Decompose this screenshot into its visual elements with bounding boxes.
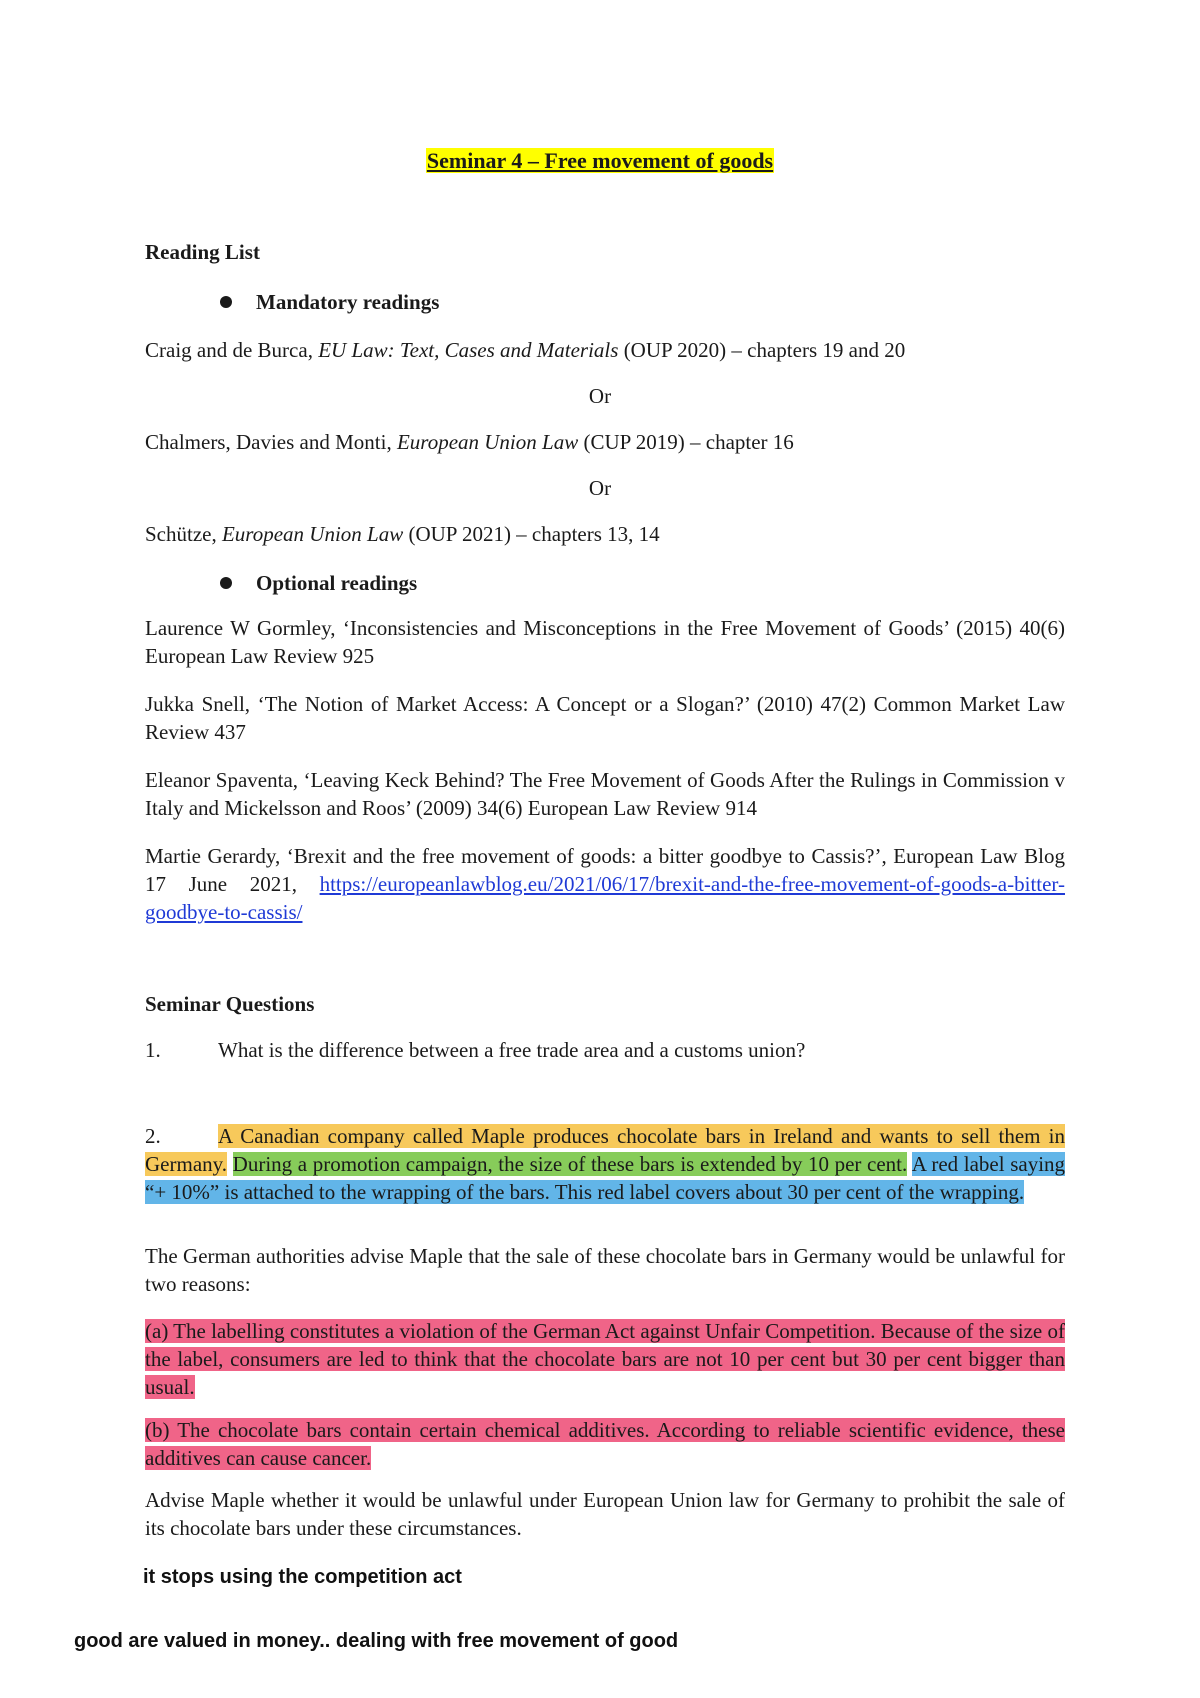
highlight-orange: A Canadian company called Maple produces chocolate bars in Ireland and wants to sell them in Germany. <box>145 1124 1065 1176</box>
handwritten-note-2: good are valued in money.. dealing with free movement of good <box>74 1630 679 1652</box>
optional-heading: Optional readings <box>256 571 418 595</box>
reading-authors: Chalmers, Davies and Monti, <box>145 430 397 454</box>
question-2-task: Advise Maple whether it would be unlawful under European Union law for Germany to prohibit the sale of its chocolate bars under these circumstances. <box>145 1488 1065 1540</box>
reading-authors: Schütze, <box>145 522 222 546</box>
question-2-reason-b <box>145 1416 1065 1472</box>
reading-details: (OUP 2020) – chapters 19 and 20 <box>618 338 906 362</box>
reading-list-heading: Reading List <box>145 240 260 264</box>
title-text: Seminar 4 – Free movement of goods <box>426 148 774 173</box>
highlight-blue: A red label saying “+ 10%” is attached to the wrapping of the bars. This red label covers about 30 per cent of the wrapping. <box>145 1152 1066 1204</box>
optional-reading-3: Eleanor Spaventa, ‘Leaving Keck Behind? The Free Movement of Goods After the Rulings in Commission v Italy and Mickelsson and Roos’ (2009) 34(6) European Law Review 914 <box>145 768 1065 820</box>
mandatory-reading-2 <box>145 428 1065 456</box>
highlight-green: During a promotion campaign, the size of these bars is extended by 10 per cent. <box>232 1152 908 1176</box>
or-separator: Or <box>588 476 612 500</box>
bullet-icon <box>220 296 232 308</box>
question-2-reason-a <box>145 1317 1065 1401</box>
reading-title: EU Law: Text, Cases and Materials <box>318 338 619 362</box>
reading-authors: Craig and de Burca, <box>145 338 319 362</box>
seminar-questions-heading: Seminar Questions <box>145 992 315 1016</box>
question-2 <box>145 1122 1065 1206</box>
question-text: What is the difference between a free trade area and a customs union? <box>218 1038 806 1062</box>
bullet-icon <box>220 577 232 589</box>
reading-details: (CUP 2019) – chapter 16 <box>578 430 794 454</box>
or-separator: Or <box>588 384 612 408</box>
question-1 <box>145 1036 1065 1064</box>
question-2-context: The German authorities advise Maple that the sale of these chocolate bars in Germany would be unlawful for two reasons: <box>145 1244 1065 1296</box>
reading-title: European Union Law <box>396 430 579 454</box>
blog-link[interactable]: https://europeanlawblog.eu/2021/06/17/brexit-and-the-free-movement-of-goods-a-bitter-goodbye-to-cassis/ <box>145 872 1065 924</box>
mandatory-reading-1 <box>145 336 1065 364</box>
question-number: 1. <box>145 1038 161 1062</box>
optional-reading-4 <box>145 842 1065 926</box>
mandatory-reading-3 <box>145 520 1065 548</box>
mandatory-heading: Mandatory readings <box>256 290 440 314</box>
reading-details: (OUP 2021) – chapters 13, 14 <box>403 522 660 546</box>
reading-title: European Union Law <box>221 522 404 546</box>
optional-reading-2: Jukka Snell, ‘The Notion of Market Access: A Concept or a Slogan?’ (2010) 47(2) Common Market Law Review 437 <box>145 692 1065 744</box>
highlight-pink: (b) The chocolate bars contain certain chemical additives. According to reliable scientific evidence, these additives can cause cancer. <box>145 1418 1065 1470</box>
reading-citation: Martie Gerardy, ‘Brexit and the free movement of goods: a bitter goodbye to Cassis?’, European Law Blog 17 June 2021, <box>145 844 1065 896</box>
page-title <box>0 147 1200 175</box>
question-number: 2. <box>145 1124 161 1148</box>
optional-reading-1: Laurence W Gormley, ‘Inconsistencies and Misconceptions in the Free Movement of Goods’ (2015) 40(6) European Law Review 925 <box>145 616 1065 668</box>
highlight-pink: (a) The labelling constitutes a violation of the German Act against Unfair Competition. Because of the size of the label, consumers are led to think that the chocolate bars are not 10 per cent but 30 per cent bigger than usual. <box>145 1319 1065 1399</box>
handwritten-note-1: it stops using the competition act <box>143 1566 462 1588</box>
